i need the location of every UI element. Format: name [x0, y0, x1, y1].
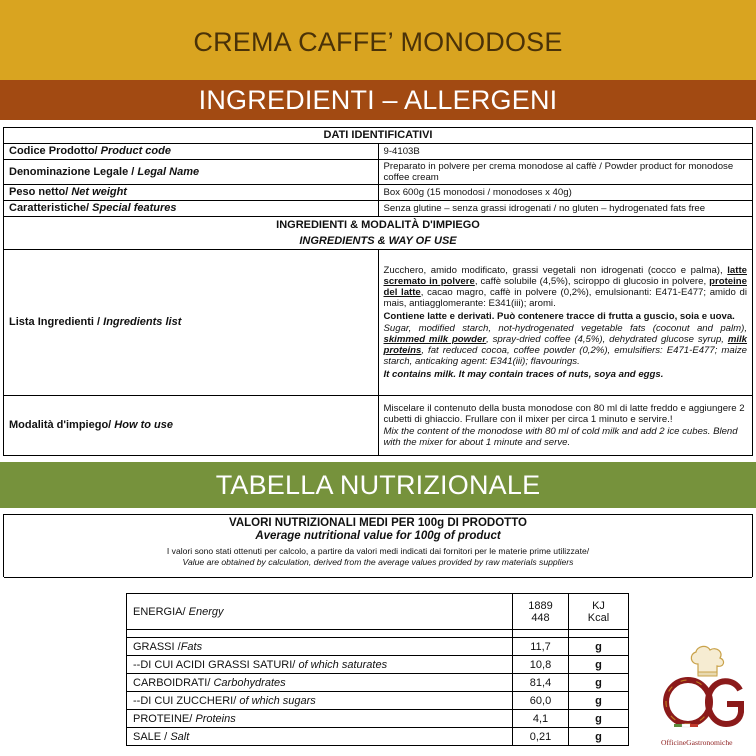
- allergens-en: It contains milk. It may contain traces of nuts, soya and eggs.: [383, 369, 664, 380]
- allergens-it: Contiene latte e derivati. Può contenere tracce di frutta a guscio, soia e uova.: [383, 311, 735, 323]
- table-row: [127, 638, 629, 656]
- nutrient-unit: g: [569, 728, 629, 746]
- nutrition-table: [126, 593, 629, 746]
- nutrition-note-en: Value are obtained by calculation, derived from the average values provided by raw materials suppliers: [182, 557, 574, 567]
- table-row: [127, 656, 629, 674]
- ingredients-allergens-band: [0, 80, 756, 120]
- nutrient-name: CARBOIDRATI/ Carbohydrates: [127, 674, 513, 692]
- product-title: CREMA CAFFE’ MONODOSE: [193, 26, 563, 57]
- table-row: [127, 692, 629, 710]
- nutrient-value: 10,8: [513, 656, 569, 674]
- nutrient-name: --DI CUI ACIDI GRASSI SATURI/ of which saturates: [127, 656, 513, 674]
- identification-table: [3, 127, 753, 456]
- nutrient-name: ENERGIA/ Energy: [127, 594, 513, 630]
- table-row: [127, 728, 629, 746]
- table-row: [4, 396, 753, 456]
- nutrition-header: [3, 514, 753, 577]
- ingredients-section-header: INGREDIENTI & MODALITÀ D'IMPIEGO INGREDIENTS & WAY OF USE: [4, 217, 753, 250]
- ident-value: Box 600g (15 monodosi / monodoses x 40g): [378, 185, 753, 201]
- ingredients-allergens-title: INGREDIENTI – ALLERGENI: [198, 84, 558, 115]
- ident-value: 9-4103B: [378, 143, 753, 159]
- ident-label: Codice Prodotto/ Product code: [4, 143, 379, 159]
- table-row: [127, 710, 629, 728]
- nutrient-name: SALE / Salt: [127, 728, 513, 746]
- table-row: [4, 250, 753, 396]
- nutrient-value: 11,7: [513, 638, 569, 656]
- nutrient-name: PROTEINE/ Proteins: [127, 710, 513, 728]
- nutrient-unit: g: [569, 656, 629, 674]
- nutrition-band: [0, 462, 756, 508]
- divider: [4, 577, 752, 578]
- table-row: [4, 159, 753, 184]
- ingredients-label: Lista Ingredienti / Ingredients list: [4, 250, 379, 396]
- nutrient-value: 60,0: [513, 692, 569, 710]
- nutrient-name: --DI CUI ZUCCHERI/ of which sugars: [127, 692, 513, 710]
- nutrition-header-subtitle: Average nutritional value for 100g of product: [255, 530, 501, 542]
- table-row: [4, 201, 753, 217]
- table-row: [127, 674, 629, 692]
- nutrient-unit: KJ Kcal: [569, 594, 629, 630]
- nutrition-note-it: I valori sono stati ottenuti per calcolo, a partire da valori medi indicati dai fornitori per le materie prime utilizzate/: [166, 546, 590, 556]
- nutrient-unit: g: [569, 638, 629, 656]
- table-row: [4, 185, 753, 201]
- nutrition-title: TABELLA NUTRIZIONALE: [215, 469, 541, 500]
- nutrient-value: 4,1: [513, 710, 569, 728]
- table-row: [127, 594, 629, 630]
- ident-label: Peso netto/ Net weight: [4, 185, 379, 201]
- nutrient-value: 1889 448: [513, 594, 569, 630]
- ingredients-list: Zucchero, amido modificato, grassi vegetali non idrogenati (cocco e palma), latte scremato in polvere, caffè solubile (4,5%), sciroppo di glucosio in polvere, proteine del latte, cacao magro, caffè in polvere (0,2%), emulsionanti: E471-E477; amido di mais, antiagglomerante: E341(iii); aromi. Contiene latte e derivati. Può contenere tracce di frutta a guscio, soia e uova. Sugar, modified starch, not-hydrogenated vegetable fats (coconut and palm), skimmed milk powder, spray-dried coffee (4,5%), dehydrated glucose syrup, milk proteins, fat reduced cocoa, coffee powder (0,2%), emulsifiers: E471-E477; maize starch, anticaking agent: E341(iii); flavourings. It contains milk. It may contain traces of nuts, soya and eggs.: [378, 250, 753, 396]
- nutrient-unit: g: [569, 674, 629, 692]
- nutrient-unit: g: [569, 692, 629, 710]
- nutrient-name: GRASSI /Fats: [127, 638, 513, 656]
- ident-label: Denominazione Legale / Legal Name: [4, 159, 379, 184]
- howto-label: Modalità d'impiego/ How to use: [4, 396, 379, 456]
- nutrition-header-title: VALORI NUTRIZIONALI MEDI PER 100g DI PRODOTTO: [229, 517, 527, 529]
- logo-text: OfficineGastronomiche: [661, 738, 733, 747]
- ident-label: Caratteristiche/ Special features: [4, 201, 379, 217]
- product-title-band: [0, 0, 756, 80]
- table-row: [4, 143, 753, 159]
- nutrient-unit: g: [569, 710, 629, 728]
- nutrient-value: 81,4: [513, 674, 569, 692]
- ident-header: DATI IDENTIFICATIVI: [4, 128, 753, 144]
- howto-text: Miscelare il contenuto della busta monodose con 80 ml di latte freddo e aggiungere 2 cubetti di ghiaccio. Frullare con il mixer per circa 1 minuto e servire.! Mix the content of the monodose with 80 ml of cold milk and add 2 ice cubes. Blend with the mixer for about 1 minute and serve.: [378, 396, 753, 456]
- nutrient-value: 0,21: [513, 728, 569, 746]
- ident-value: Preparato in polvere per crema monodose al caffè / Powder product for monodose coffee cream: [378, 159, 753, 184]
- chef-hat-icon: [691, 646, 723, 676]
- ident-value: Senza glutine – senza grassi idrogenati / no gluten – hydrogenated fats free: [378, 201, 753, 217]
